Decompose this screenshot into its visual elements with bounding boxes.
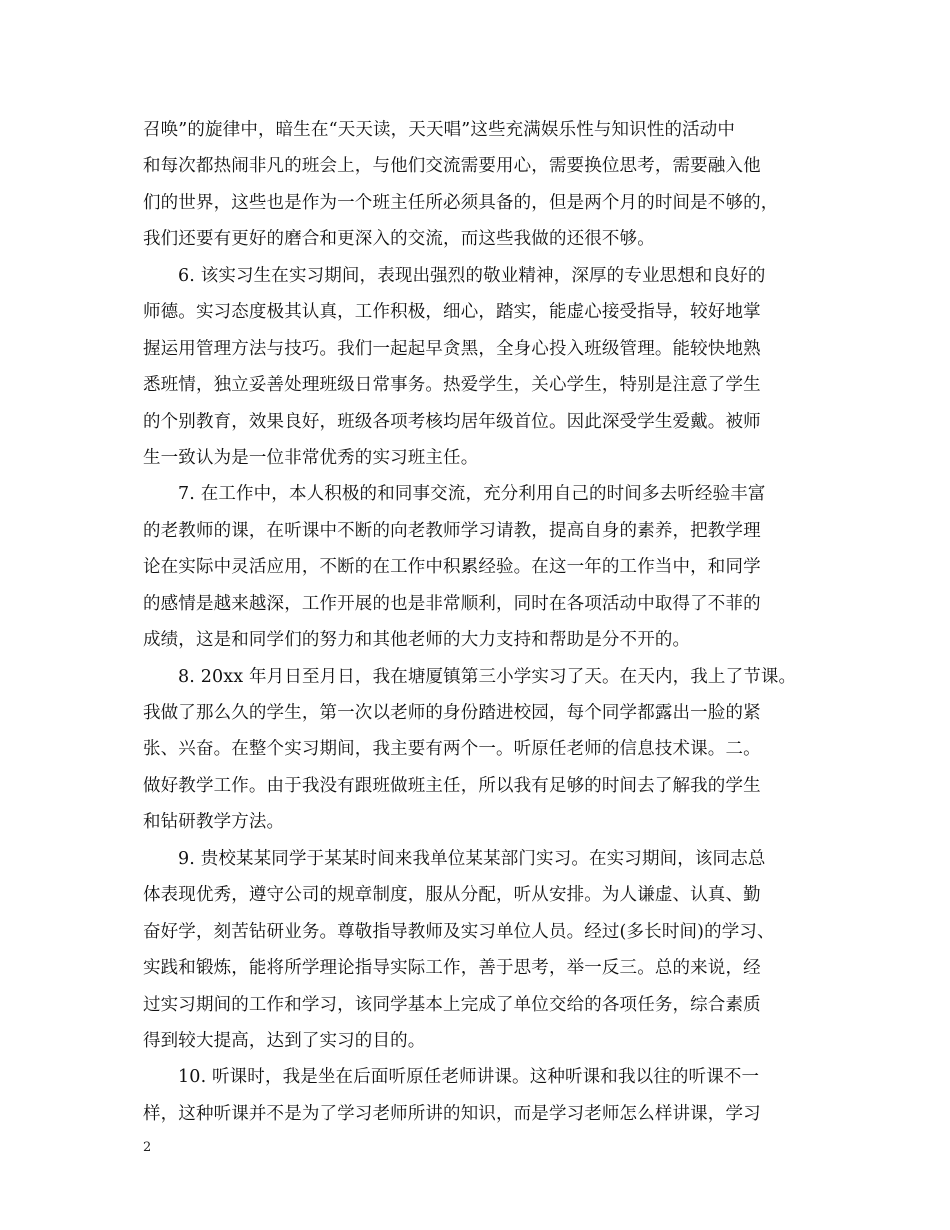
text-line: 得到较大提高，达到了实习的目的。	[143, 1030, 426, 1051]
text-line: 体表现优秀，遵守公司的规章制度，服从分配，听从安排。为人谦虚、认真、勤	[143, 885, 761, 906]
paragraph-start-6: 6. 该实习生在实习期间，表现出强烈的敬业精神，深厚的专业思想和良好的	[178, 265, 766, 286]
text-line: 做好教学工作。由于我没有跟班做班主任，所以我有足够的时间去了解我的学生	[143, 775, 761, 796]
text-line: 的感情是越来越深，工作开展的也是非常顺利，同时在各项活动中取得了不菲的	[143, 593, 761, 614]
paragraph-start-8: 8. 20xx 年月日至月日，我在塘厦镇第三小学实习了天。在天内，我上了节课。	[178, 666, 797, 687]
document-body	[143, 112, 811, 1132]
text-line: 悉班情，独立妥善处理班级日常事务。热爱学生，关心学生，特别是注意了学生	[143, 375, 761, 396]
text-line: 们的世界，这些也是作为一个班主任所必须具备的，但是两个月的时间是不够的，	[143, 192, 779, 213]
text-line: 成绩，这是和同学们的努力和其他老师的大力支持和帮助是分不开的。	[143, 630, 691, 651]
text-line: 论在实际中灵活应用，不断的在工作中积累经验。在这一年的工作当中，和同学	[143, 557, 761, 578]
paragraph-start-10: 10. 听课时，我是坐在后面听原任老师讲课。这种听课和我以往的听课不一	[178, 1067, 760, 1088]
text-line: 我做了那么久的学生，第一次以老师的身份踏进校园，每个同学都露出一脸的紧	[143, 703, 761, 723]
text-line: 过实习期间的工作和学习，该同学基本上完成了单位交给的各项任务，综合素质	[143, 994, 761, 1015]
text-line: 样，这种听课并不是为了学习老师所讲的知识，而是学习老师怎么样讲课，学习	[143, 1103, 761, 1124]
text-line: 召唤”的旋律中，暗生在“天天读，天天唱”这些充满娱乐性与知识性的活动中	[143, 120, 736, 140]
text-line: 生一致认为是一位非常优秀的实习班主任。	[143, 447, 479, 468]
text-line: 的老教师的课，在听课中不断的向老教师学习请教，提高自身的素养，把教学理	[143, 520, 761, 541]
text-line: 师德。实习态度极其认真，工作积极，细心，踏实，能虚心接受指导，较好地掌	[143, 302, 761, 323]
text-line: 实践和锻炼，能将所学理论指导实际工作，善于思考，举一反三。总的来说，经	[143, 958, 761, 979]
text-line: 张、兴奋。在整个实习期间，我主要有两个一。听原任老师的信息技术课。二。	[143, 739, 761, 760]
text-line: 我们还要有更好的磨合和更深入的交流，而这些我做的还很不够。	[143, 229, 655, 250]
text-line: 的个别教育，效果良好，班级各项考核均居年级首位。因此深受学生爱戴。被师	[143, 411, 761, 432]
page-number: 2	[143, 1140, 152, 1155]
paragraph-start-7: 7. 在工作中，本人积极的和同事交流，充分利用自己的时间多去听经验丰富	[178, 484, 766, 505]
paragraph-start-9: 9. 贵校某某同学于某某时间来我单位某某部门实习。在实习期间，该同志总	[178, 848, 766, 869]
text-line: 握运用管理方法与技巧。我们一起起早贪黑，全身心投入班级管理。能较快地熟	[143, 338, 761, 359]
text-line: 奋好学，刻苦钻研业务。尊敬指导教师及实习单位人员。经过(多长时间)的学习、	[143, 921, 775, 942]
text-line: 和每次都热闹非凡的班会上，与他们交流需要用心，需要换位思考，需要融入他	[143, 156, 761, 177]
text-line: 和钻研教学方法。	[143, 812, 285, 833]
